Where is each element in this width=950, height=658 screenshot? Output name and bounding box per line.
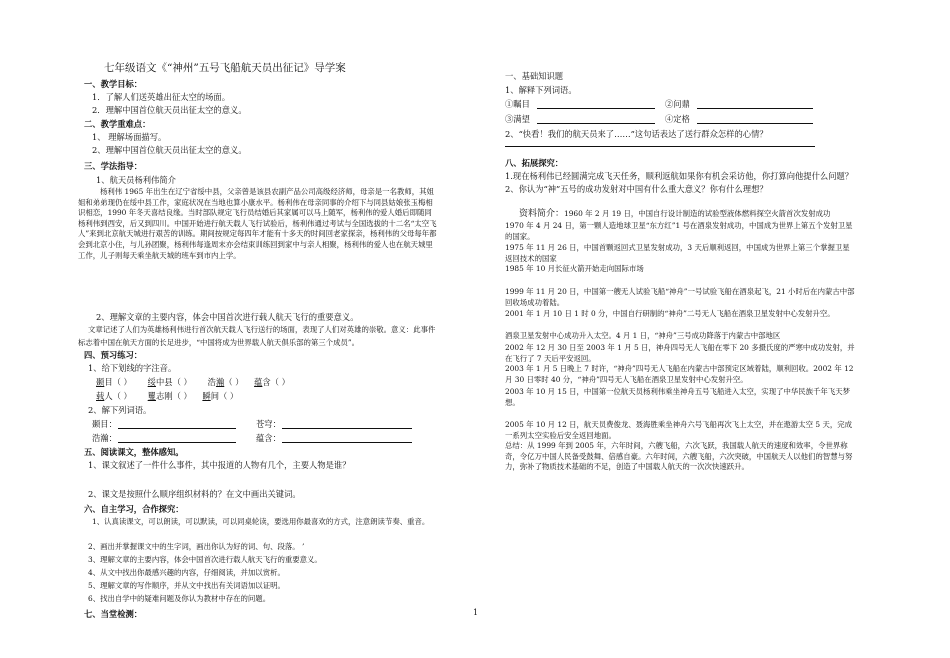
answer-line[interactable] xyxy=(505,146,815,147)
section-basic-knowledge: 一、基础知识题 xyxy=(505,71,564,81)
answer-line[interactable] xyxy=(537,123,655,124)
vocab-term: 浩瀚： xyxy=(92,433,117,443)
section-extension: 八、拓展探究： xyxy=(505,158,564,168)
explain-term: ②问鼎 xyxy=(665,99,690,109)
section-key-points: 二、教学重难点： xyxy=(84,119,151,129)
pinyin-row: 颞目（ ） 绥中县（ ） 浩瀚（ ） 蕴含（ ） xyxy=(96,377,290,387)
info-paragraph: 1999 年 11 月 20 日，中国第一艘无人试验飞船“神舟”一号试验飞船在酒泉起飞，21 小时后在内蒙古中部回收场成功着陆。 xyxy=(505,287,855,307)
page-number: 1 xyxy=(473,608,479,617)
info-paragraph: 2003 年 10 月 15 日，中国第一位航天员杨利伟乘坐神舟五号飞船进入太空，实现了中华民族千年飞天梦想。 xyxy=(505,387,850,407)
key-point-item: 1、 理解场面描写。 xyxy=(92,132,167,142)
pinyin-question: 1、给下划线的字注音。 xyxy=(88,363,177,373)
info-paragraph: 1985 年 10 月长征火箭开始走向国际市场 xyxy=(505,264,644,273)
meaning-paragraph: 文章记述了人们为英雄杨利伟进行首次航天载人飞行送行的场面，表现了人们对英雄的崇敬。意义：此事件标志着中国在航天方面的长足进步，“中国将成为世界载人航天俱乐部的第三个成员”。 xyxy=(78,325,436,347)
self-study-item: 4、从文中找出你最感兴趣的内容，仔细阅读，并加以赏析。 xyxy=(88,568,285,577)
info-paragraph: 2003 年 1 月 5 日晚上 7 时许，“神舟”四号无人飞船在内蒙古中部预定区域着陆，顺利回收。2002 年 12 月 30 日零时 40 分，“神舟”四号无人飞船在酒泉卫星发射中心发射升空。 xyxy=(505,364,854,384)
self-study-item: 5、理解文章的写作顺序，并从文中找出有关词语加以证明。 xyxy=(88,581,285,590)
answer-line[interactable] xyxy=(118,442,236,443)
section-teaching-goals: 一、教学目标： xyxy=(84,79,143,89)
goal-item: 2．理解中国首位航天员出征太空的意义。 xyxy=(92,105,247,115)
info-paragraph: 2005 年 10 月 12 日，航天员费俊龙、聂海胜乘坐神舟六号飞船再次飞上太空，并在遨游太空 5 天，完成一系列太空实验后安全返回地面。 xyxy=(505,420,853,440)
key-point-item: 2、理解中国首位航天员出征太空的意义。 xyxy=(92,145,247,155)
document-title: 七年级语文《“神州”五号飞船航天员出征记》导学案 xyxy=(104,62,346,74)
info-paragraph: 1975 年 11 月 26 日，中国首颗返回式卫星发射成功，3 天后顺利返回，中国成为世界上第三个掌握卫星返回技术的国家 xyxy=(505,243,850,263)
extension-question: 1.现在杨利伟已经圆满完成飞天任务，顺利返航如果你有机会采访他，你打算向他提什么问题？ xyxy=(505,171,854,181)
info-paragraph: 酒泉卫星发射中心成功升入太空。4 月 1 日，“神舟”三号成功降落于内蒙古中部地区 xyxy=(505,331,781,340)
section-study-guide: 三、学法指导： xyxy=(84,161,143,171)
pinyin-row: 载人（ ） 矍志刚（ ） 瞬间（ ） xyxy=(96,391,239,401)
answer-line[interactable] xyxy=(282,442,412,443)
reading-question: 1、课文叙述了一件什么事件，其中报道的人物有几个，主要人物是谁？ xyxy=(88,460,351,470)
vocab-term: 颞目： xyxy=(92,419,117,429)
vocab-question: 2、解下列词语。 xyxy=(88,405,152,415)
explain-term: ③满望 xyxy=(505,114,530,124)
self-study-item: 6、找出自学中的疑难问题及你认为教材中存在的问题。 xyxy=(88,594,271,603)
answer-line[interactable] xyxy=(118,428,236,429)
info-paragraph: 2002 年 12 月 30 日至 2003 年 1 月 5 日，神舟四号无人飞船在零下 20 多摄氏度的严寒中成功发射，并在飞行了 7 天后平安返回。 xyxy=(505,343,855,363)
feeling-question: 2、“快看！我们的航天员来了……”这句话表达了送行群众怎样的心情？ xyxy=(505,129,768,139)
vocab-term: 苍穹： xyxy=(256,419,281,429)
explain-question: 1、解释下列词语。 xyxy=(505,85,577,95)
answer-line[interactable] xyxy=(537,108,655,109)
self-study-item: 1、认真读课文，可以朗读，可以默读，可以同桌轮读，要选用你最喜欢的方式，注意朗读节奏、重音。 xyxy=(92,517,430,526)
reading-question: 2、课文是按照什么顺序组织材料的？在文中画出关键词。 xyxy=(88,489,301,499)
answer-line[interactable] xyxy=(697,108,813,109)
goal-item: 1．了解人们送英雄出征太空的场面。 xyxy=(92,92,231,102)
section-test: 七、当堂检测： xyxy=(84,609,143,619)
section-self-study: 六、自主学习，合作探究： xyxy=(84,504,184,514)
explain-term: ④定格 xyxy=(665,114,690,124)
vocab-term: 蕴含： xyxy=(256,433,281,443)
answer-line[interactable] xyxy=(697,123,813,124)
extension-question: 2、你认为“神”五号的成功发射对中国有什么重大意义？你有什么理想？ xyxy=(505,184,768,194)
bio-paragraph: 杨利伟 1965 年出生在辽宁省绥中县，父亲曾是该县农副产品公司高级经济师，母亲是一名教师，其姐姐和弟弟现仍在绥中县工作，家庭状况在当地也算小康水平。杨利伟在母亲同事的介绍下与同县姑娘张玉梅相识相恋，1990 年冬天喜结良缘。当时部队规定飞行员结婚后其家属可以马上随军，杨利伟的爱人婚后即随同杨利伟到西安，后又到四川。中国开始进行航天载人飞行试验后，杨利伟通过考试与全国选拔的十二名“太空飞人”来到北京航天城进行艰苦的训练。期间按规定每四年才能有十多天的时间回老家探亲，杨利伟的父母每年都会到北京小住，与儿孙团聚，杨利伟每逢周末亦会结束训练回到家中与亲人相聚，杨利伟的爱人也在航天城里工作，儿子则每天乘坐航天城的班车到市内上学。 xyxy=(78,187,437,260)
section-preview: 四、预习练习： xyxy=(84,350,143,360)
info-paragraph: 1970 年 4 月 24 日，第一颗人造地球卫星“东方红”1 号在酒泉发射成功，中国成为世界上第五个发射卫星的国家。 xyxy=(505,221,853,241)
info-label: 资料简介： xyxy=(519,209,565,219)
section-reading: 五、阅读课文，整体感知。 xyxy=(84,447,184,457)
answer-line[interactable] xyxy=(282,428,412,429)
info-paragraph: 资料简介：1960 年 2 月 19 日，中国自行设计制造的试验型液体燃料探空火箭首次发射成功 xyxy=(519,209,831,219)
study-item: 2、理解文章的主要内容，体会中国首次进行载人航天飞行的重要意义。 xyxy=(96,312,359,322)
info-paragraph: 2001 年 1 月 10 日 1 时 0 分，中国自行研制的“神舟”二号无人飞船在酒泉卫星发射中心发射升空。 xyxy=(505,309,835,318)
bio-heading: 1、航天员杨利伟简介 xyxy=(96,175,176,185)
self-study-item: 3、理解文章的主要内容，体会中国首次进行载人航天飞行的重要意义。 xyxy=(88,555,322,564)
explain-term: ①瞩目 xyxy=(505,99,530,109)
self-study-item: 2、画出并掌握课文中的生字词，画出你认为好的词、句、段落。 ’ xyxy=(88,542,305,551)
info-summary: 总结：从 1999 年到 2005 年，六年时间，六艘飞船，六次飞跃，我国载人航天的速度和效率，令世界称奇，令亿万中国人民备受鼓舞、倍感自豪。六年时间，六艘飞船，六次突破，中国航天人以他们的智慧与努力，弥补了物质技术基础的不足，创造了中国载人航天的一次次快速跃升。 xyxy=(505,441,853,472)
